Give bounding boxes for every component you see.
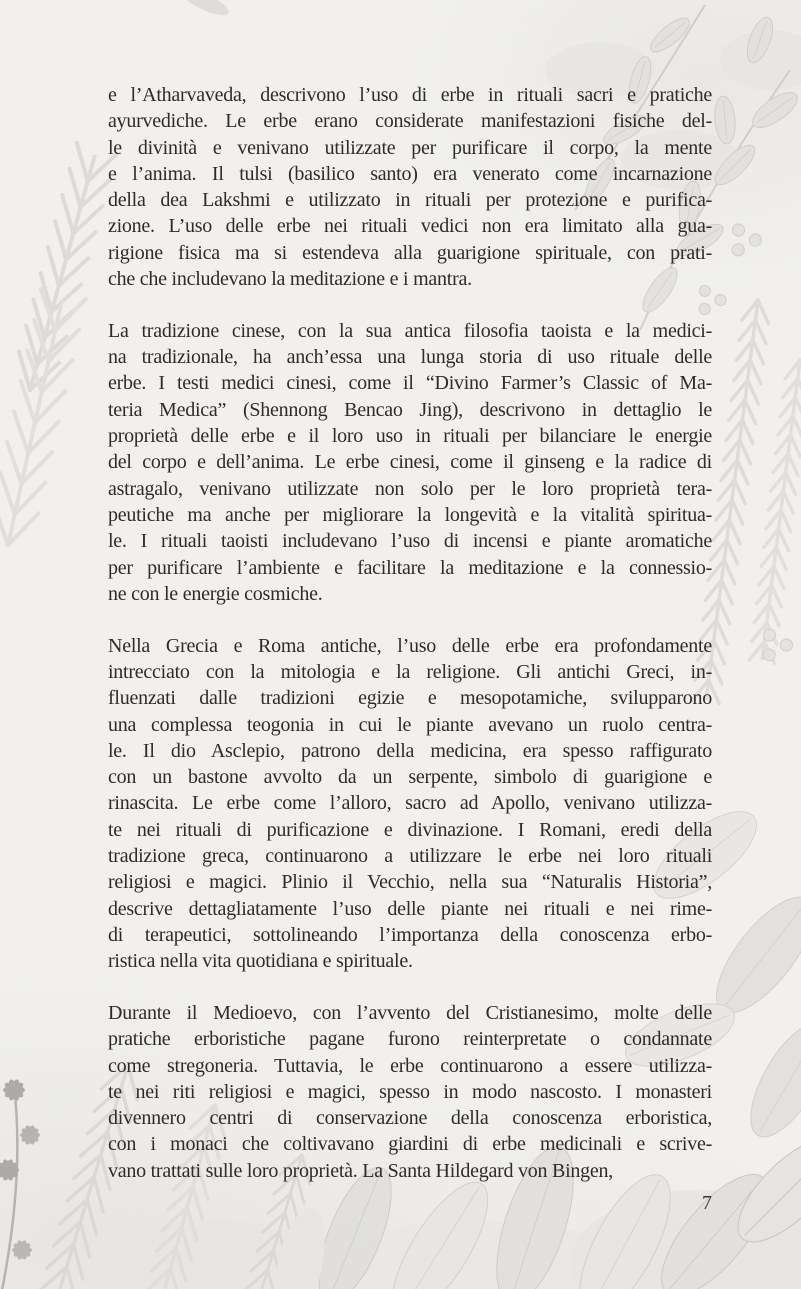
text-line: ayurvediche. Le erbe erano considerate manifestazioni fisiche del- — [108, 110, 712, 133]
text-line: te nei rituali di purificazione e divinazione. I Romani, eredi della — [108, 818, 712, 841]
text-line: del corpo e dell’anima. Le erbe cinesi, come il ginseng e la radice di — [108, 451, 712, 474]
text-line: che che includevano la meditazione e i mantra. — [108, 268, 472, 291]
page-text-block — [108, 82, 712, 1210]
text-line: fluenzati dalle tradizioni egizie e mesopotamiche, svilupparono — [108, 687, 712, 710]
text-line: teria Medica” (Shennong Bencao Jing), descrivono in dettaglio le — [108, 398, 712, 421]
text-line: e l’Atharvaveda, descrivono l’uso di erbe in rituali sacri e pratiche — [108, 84, 712, 106]
paragraph — [108, 1000, 712, 1184]
text-line: proprietà delle erbe e il loro uso in rituali per bilanciare le energie — [108, 425, 712, 448]
text-line: una complessa teogonia in cui le piante avevano un ruolo centra- — [108, 713, 712, 736]
text-line: con i monaci che coltivavano giardini di erbe medicinali e scrive- — [108, 1133, 712, 1156]
text-line: astragalo, venivano utilizzate non solo per le loro proprietà tera- — [108, 477, 712, 500]
text-line: descrive dettagliatamente l’uso delle piante nei rituali e nei rime- — [108, 897, 712, 920]
text-line: Nella Grecia e Roma antiche, l’uso delle erbe era profondamente — [108, 634, 712, 657]
text-line: ne con le energie cosmiche. — [108, 582, 323, 605]
text-line: le. I rituali taoisti includevano l’uso di incensi e piante aromatiche — [108, 530, 712, 553]
text-line: per purificare l’ambiente e facilitare la meditazione e la connessio- — [108, 556, 712, 579]
text-line: le divinità e venivano utilizzate per purificare il corpo, la mente — [108, 136, 712, 159]
text-line: peutiche ma anche per migliorare la longevità e la vitalità spiritua- — [108, 503, 712, 526]
text-line: con un bastone avvolto da un serpente, simbolo di guarigione e — [108, 766, 712, 789]
text-line: pratiche erboristiche pagane furono reinterpretate o condannate — [108, 1028, 712, 1051]
text-line: della dea Lakshmi e utilizzato in rituali per protezione e purifica- — [108, 189, 712, 212]
text-line: erbe. I testi medici cinesi, come il “Divino Farmer’s Classic of Ma- — [108, 372, 712, 395]
paragraph — [108, 82, 712, 292]
text-line: na tradizionale, ha anch’essa una lunga storia di uso rituale delle — [108, 346, 712, 369]
paragraph — [108, 318, 712, 607]
text-line: intrecciato con la mitologia e la religione. Gli antichi Greci, in- — [108, 660, 712, 683]
text-line: La tradizione cinese, con la sua antica filosofia taoista e la medici- — [108, 319, 712, 342]
text-line: vano trattati sulle loro proprietà. La Santa Hildegard von Bingen, — [108, 1159, 614, 1182]
text-line: rinascita. Le erbe come l’alloro, sacro ad Apollo, venivano utilizza- — [108, 792, 712, 815]
page-number: 7 — [702, 1192, 712, 1214]
text-line: e l’anima. Il tulsi (basilico santo) era venerato come incarnazione — [108, 162, 712, 185]
text-line: divennero centri di conservazione della conoscenza erboristica, — [108, 1107, 712, 1130]
text-line: rigione fisica ma si estendeva alla guarigione spirituale, con prati- — [108, 241, 712, 264]
text-line: come stregoneria. Tuttavia, le erbe continuarono a essere utilizza- — [108, 1054, 712, 1077]
text-line: zione. L’uso delle erbe nei rituali vedici non era limitato alla gua- — [108, 215, 712, 238]
paragraph — [108, 633, 712, 975]
text-line: di terapeutici, sottolineando l’importanza della conoscenza erbo- — [108, 923, 712, 946]
text-line: Durante il Medioevo, con l’avvento del Cristianesimo, molte delle — [108, 1002, 712, 1024]
text-line: le. Il dio Asclepio, patrono della medicina, era spesso raffigurato — [108, 739, 712, 762]
text-line: tradizione greca, continuarono a utilizzare le erbe nei loro rituali — [108, 845, 712, 868]
text-line: religiosi e magici. Plinio il Vecchio, nella sua “Naturalis Historia”, — [108, 871, 712, 894]
text-line: te nei riti religiosi e magici, spesso in modo nascosto. I monasteri — [108, 1080, 712, 1103]
bottom-left-flower-sprig-icon — [0, 1078, 40, 1289]
text-line: ristica nella vita quotidiana e spirituale. — [108, 950, 413, 973]
